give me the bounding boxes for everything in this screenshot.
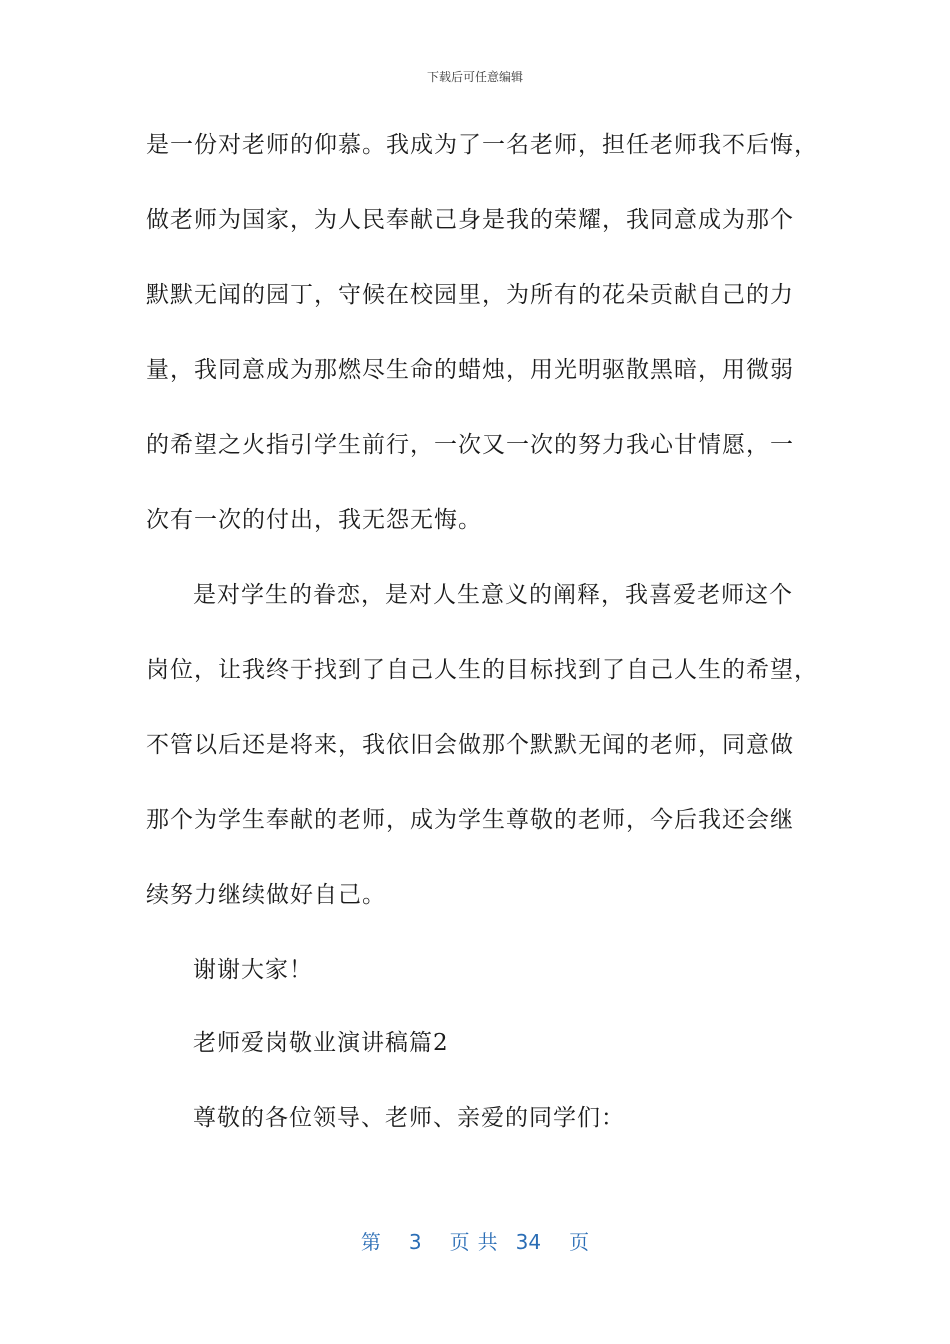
- footer-page-label: 页: [449, 1230, 470, 1254]
- page-footer: [0, 1226, 950, 1255]
- body-line-8: 岗位，让我终于找到了自己人生的目标找到了自己人生的希望，: [146, 657, 818, 683]
- body-line-7: 是对学生的眷恋，是对人生意义的阐释，我喜爱老师这个: [193, 582, 793, 608]
- footer-prefix: 第: [360, 1230, 381, 1254]
- footer-suffix: 页: [569, 1230, 590, 1254]
- body-line-1: 是一份对老师的仰慕。我成为了一名老师，担任老师我不后悔，: [146, 132, 818, 158]
- body-line-6: 次有一次的付出，我无怨无悔。: [146, 507, 482, 533]
- footer-total-pages: 34: [515, 1230, 542, 1254]
- body-line-3: 默默无闻的园丁，守候在校园里，为所有的花朵贡献自己的力: [146, 282, 794, 308]
- page-header-note: 下载后可任意编辑: [426, 70, 523, 84]
- footer-current-page: 3: [408, 1230, 422, 1254]
- body-line-5: 的希望之火指引学生前行，一次又一次的努力我心甘情愿，一: [146, 432, 794, 458]
- body-line-2: 做老师为国家，为人民奉献己身是我的荣耀，我同意成为那个: [146, 207, 794, 233]
- body-line-10: 那个为学生奉献的老师，成为学生尊敬的老师，今后我还会继: [146, 807, 794, 833]
- body-line-9: 不管以后还是将来，我依旧会做那个默默无闻的老师，同意做: [146, 732, 794, 758]
- footer-total-label: 共: [477, 1230, 498, 1254]
- body-line-4: 量，我同意成为那燃尽生命的蜡烛，用光明驱散黑暗，用微弱: [146, 357, 794, 383]
- section-title: 老师爱岗敬业演讲稿篇2: [193, 1030, 449, 1056]
- closing-thanks: 谢谢大家！: [193, 957, 313, 983]
- salutation: 尊敬的各位领导、老师、亲爱的同学们：: [193, 1105, 625, 1131]
- body-line-11: 续努力继续做好自己。: [146, 882, 386, 908]
